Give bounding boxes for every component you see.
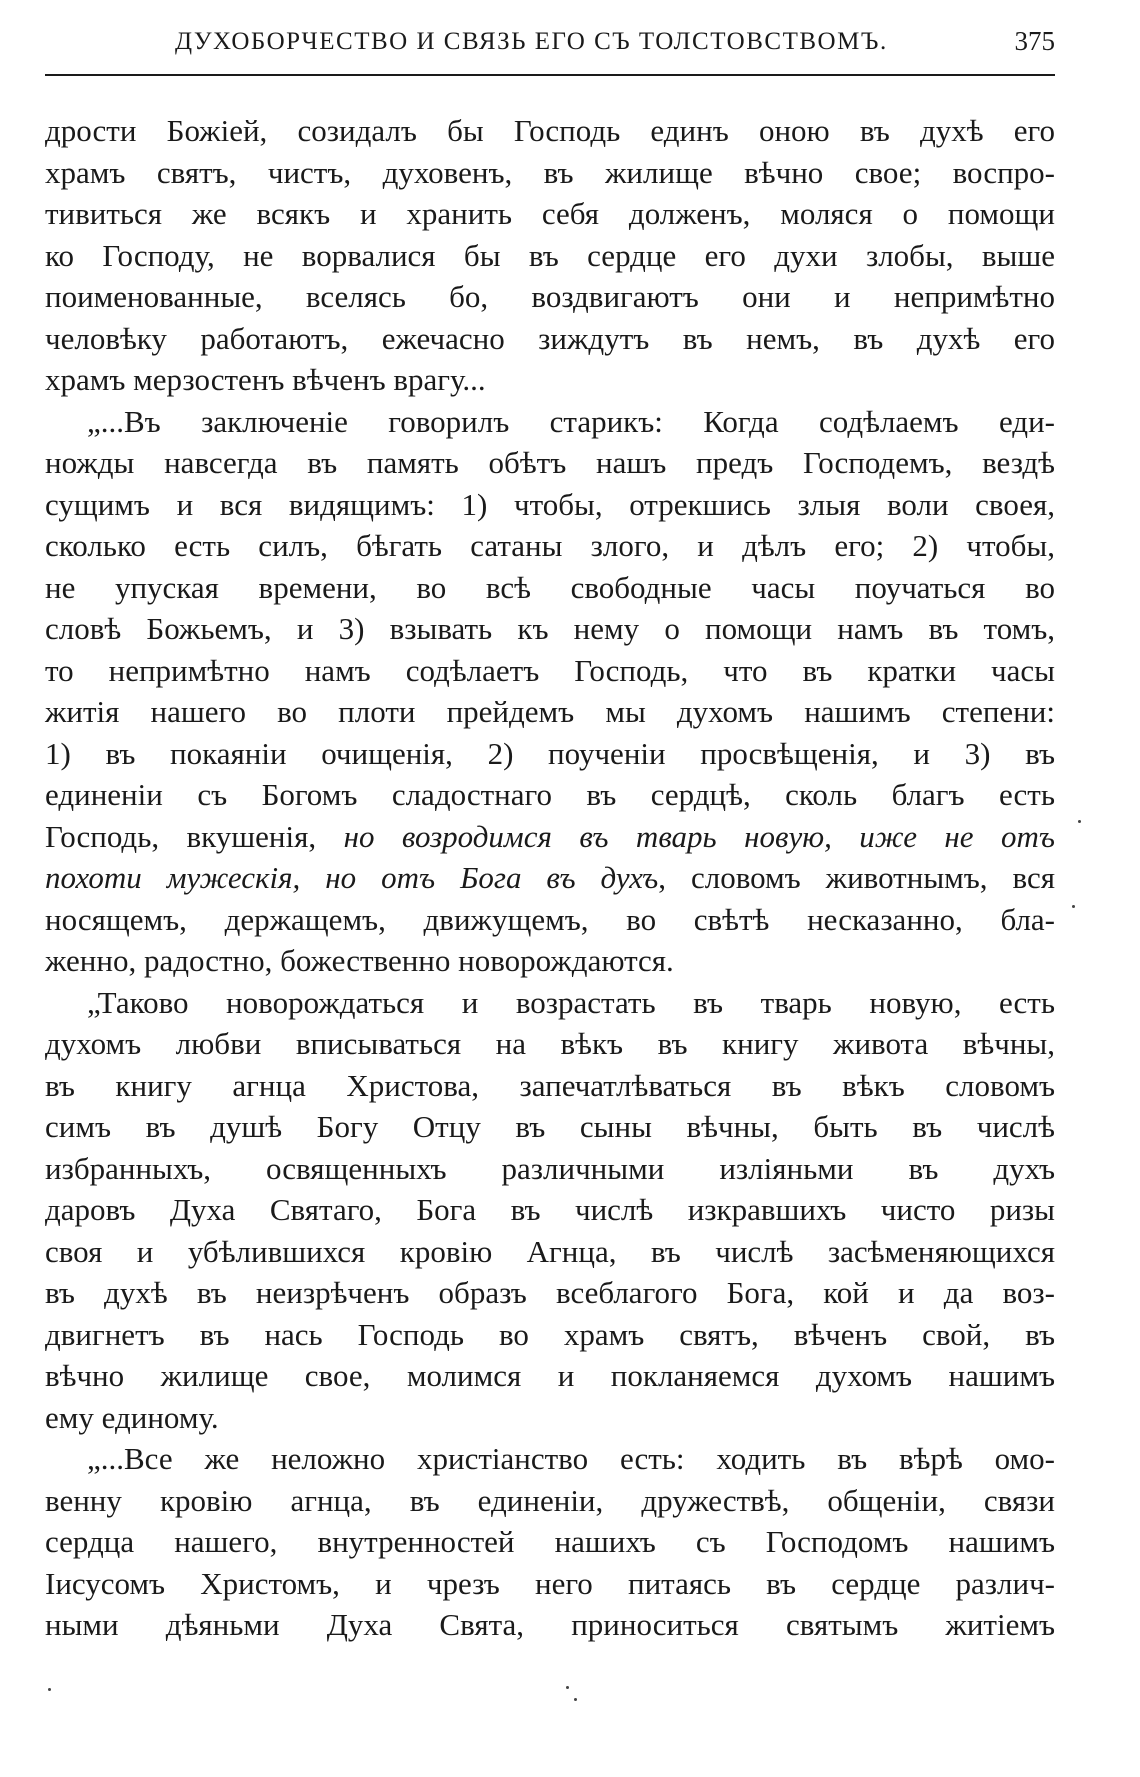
text-line: симъ въ душѣ Богу Отцу въ сыны вѣчны, быть въ числѣ	[45, 1109, 1055, 1144]
text-line: венну кровію агнца, въ единеніи, дружествѣ, общеніи, связи	[45, 1482, 1055, 1518]
text-line	[45, 857, 1055, 899]
text-line: поименованные, вселясь бо, воздвигаютъ они и непримѣтно	[45, 279, 1055, 314]
text-line: тивиться же всякъ и хранить себя долженъ, моляся о помощи	[45, 196, 1055, 231]
print-speck	[1072, 905, 1075, 908]
body-text	[45, 110, 1055, 1646]
print-speck	[48, 1688, 51, 1691]
text-line: ными дѣяньми Духа Свята, приноситься святымъ житіемъ	[45, 1607, 1055, 1642]
text-line: человѣку работаютъ, ежечасно зиждутъ въ немъ, въ духѣ его	[45, 320, 1055, 356]
text-line: сердца нашего, внутренностей нашихъ съ Господомъ нашимъ	[45, 1524, 1055, 1559]
print-speck	[566, 1686, 569, 1689]
text-line: своя и убѣлившихся кровію Агнца, въ числѣ засѣменяющихся	[45, 1233, 1055, 1269]
text-line: ему единому.	[45, 1399, 219, 1435]
text-line: носящемъ, держащемъ, движущемъ, во свѣтѣ несказанно, бла-	[45, 901, 1055, 937]
text-line: житія нашего во плоти прейдемъ мы духомъ нашимъ степени:	[45, 694, 1055, 729]
italic-run: но возродимся въ тварь новую, иже не отъ	[343, 818, 1055, 854]
text-line: въ книгу агнца Христова, запечатлѣваться въ вѣкъ словомъ	[45, 1067, 1055, 1103]
header-rule	[45, 74, 1055, 76]
text-line: храмъ мерзостенъ вѣченъ врагу...	[45, 362, 486, 397]
text-line: ко Господу, не ворвалися бы въ сердце его духи злобы, выше	[45, 237, 1055, 273]
text-line: въ духѣ въ неизрѣченъ образъ всеблагого Бога, кой и да воз-	[45, 1275, 1055, 1310]
text-line: „...Въ заключеніе говорилъ старикъ: Когда содѣлаемъ еди-	[87, 403, 1055, 439]
text-line: то непримѣтно намъ содѣлаетъ Господь, что въ кратки часы	[45, 652, 1055, 688]
text-line	[45, 816, 1055, 858]
page-number: 375	[1014, 26, 1055, 56]
text-line: сколько есть силъ, бѣгать сатаны злого, и дѣлъ его; 2) чтобы,	[45, 528, 1055, 563]
text-line: „Таково новорождаться и возрастать въ тварь новую, есть	[87, 984, 1055, 1020]
running-header	[45, 22, 1055, 62]
running-header-title: ДУХОБОРЧЕСТВО И СВЯЗЬ ЕГО СЪ ТОЛСТОВСТВОМЪ.	[175, 28, 888, 55]
print-speck	[574, 1698, 577, 1701]
text-line: дрости Божіей, созидалъ бы Господь единъ оною въ духѣ его	[45, 113, 1055, 148]
text-line: ножды навсегда въ память обѣтъ нашъ предъ Господемъ, вездѣ	[45, 445, 1055, 480]
text-line: двигнетъ въ нась Господь во храмъ святъ, вѣченъ свой, въ	[45, 1316, 1055, 1352]
text-run: , словомъ животнымъ, вся	[658, 860, 1055, 895]
text-line: даровъ Духа Святаго, Бога въ числѣ изкравшихъ чисто ризы	[45, 1192, 1055, 1227]
text-line: 1) въ покаяніи очищенія, 2) поученіи просвѣщенія, и 3) въ	[45, 735, 1055, 771]
text-line: избранныхъ, освященныхъ различными изліяньми въ духъ	[45, 1150, 1055, 1186]
text-line: сущимъ и вся видящимъ: 1) чтобы, отрекшись злыя воли своея,	[45, 486, 1055, 522]
text-line: Іисусомъ Христомъ, и чрезъ него питаясь въ сердце различ-	[45, 1565, 1055, 1601]
print-speck	[1078, 820, 1081, 823]
text-line: вѣчно жилище свое, молимся и покланяемся духомъ нашимъ	[45, 1358, 1055, 1393]
text-line: женно, радостно, божественно новорождаются.	[45, 943, 674, 978]
text-line: духомъ любви вписываться на вѣкъ въ книгу живота вѣчны,	[45, 1026, 1055, 1061]
text-line: единеніи съ Богомъ сладостнаго въ сердцѣ, сколь благъ есть	[45, 777, 1055, 812]
text-line: храмъ святъ, чистъ, духовенъ, въ жилище вѣчно свое; воспро-	[45, 154, 1055, 190]
text-run: Господь, вкушенія,	[45, 818, 317, 854]
italic-run: похоти мужескія, но отъ Бога въ духъ	[45, 860, 659, 895]
text-line: „...Все же неложно христіанство есть: ходить въ вѣрѣ омо-	[87, 1441, 1055, 1476]
text-line: не упуская времени, во всѣ свободные часы поучаться во	[45, 569, 1055, 605]
text-line: словѣ Божьемъ, и 3) взывать къ нему о помощи намъ въ томъ,	[45, 611, 1055, 646]
